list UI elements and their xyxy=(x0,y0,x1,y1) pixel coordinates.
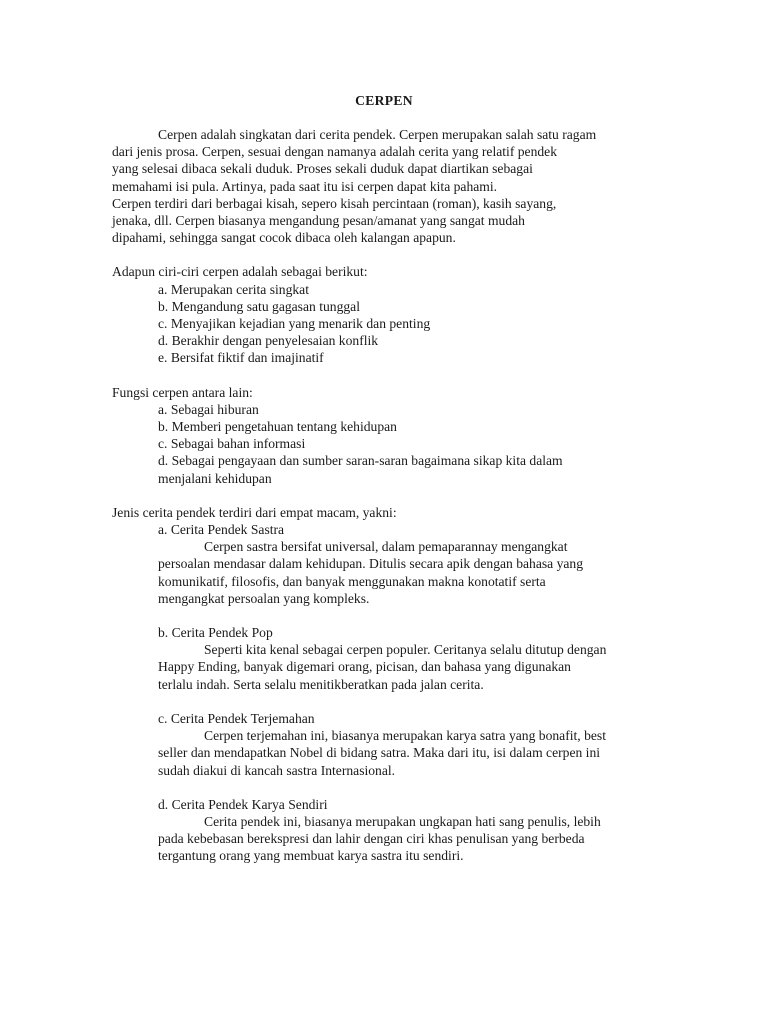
fungsi-heading: Fungsi cerpen antara lain: xyxy=(112,384,253,400)
jenis-type-sastra xyxy=(112,521,652,607)
paragraph-gap xyxy=(112,779,652,796)
intro-paragraph xyxy=(112,126,652,246)
intro-line: dari jenis prosa. Cerpen, sesuai dengan namanya adalah cerita yang relatif pendek xyxy=(112,144,558,160)
jenis-type-line: seller dan mendapatkan Nobel di bidang satra. Maka dari itu, isi dalam cerpen ini xyxy=(158,745,601,761)
jenis-type-label: c. Cerita Pendek Terjemahan xyxy=(158,710,315,726)
page-title: CERPEN xyxy=(355,93,413,108)
fungsi-item: a. Sebagai hiburan xyxy=(158,401,259,417)
ciri-item: b. Mengandung satu gagasan tunggal xyxy=(158,298,360,314)
paragraph-gap xyxy=(112,367,652,384)
fungsi-section xyxy=(112,384,652,487)
fungsi-item: c. Sebagai bahan informasi xyxy=(158,436,306,452)
fungsi-item-continued: menjalani kehidupan xyxy=(158,470,272,486)
ciri-item: d. Berakhir dengan penyelesaian konflik xyxy=(158,333,379,349)
paragraph-gap xyxy=(112,693,652,710)
fungsi-item: b. Memberi pengetahuan tentang kehidupan xyxy=(158,419,397,435)
jenis-type-line: Cerpen sastra bersifat universal, dalam pemaparannay mengangkat xyxy=(204,539,568,555)
intro-line: Cerpen adalah singkatan dari cerita pendek. Cerpen merupakan salah satu ragam xyxy=(158,127,597,142)
jenis-type-karya-sendiri xyxy=(112,796,652,865)
jenis-heading: Jenis cerita pendek terdiri dari empat macam, yakni: xyxy=(112,504,397,520)
jenis-type-line: Cerita pendek ini, biasanya merupakan ungkapan hati sang penulis, lebih xyxy=(204,813,601,829)
ciri-item: e. Bersifat fiktif dan imajinatif xyxy=(158,350,324,366)
jenis-type-line: komunikatif, filosofis, dan banyak menggunakan makna konotatif serta xyxy=(158,573,546,589)
jenis-type-terjemahan xyxy=(112,710,652,779)
paragraph-gap xyxy=(112,607,652,624)
ciri-section xyxy=(112,263,652,366)
jenis-type-line: tergantung orang yang membuat karya sastra itu sendiri. xyxy=(158,848,464,864)
intro-line: Cerpen terdiri dari berbagai kisah, sepero kisah percintaan (roman), kasih sayang, xyxy=(112,195,557,211)
ciri-heading: Adapun ciri-ciri cerpen adalah sebagai berikut: xyxy=(112,264,368,280)
jenis-section xyxy=(112,504,652,865)
ciri-item: c. Menyajikan kejadian yang menarik dan penting xyxy=(158,316,431,332)
jenis-type-line: Happy Ending, banyak digemari orang, picisan, dan bahasa yang digunakan xyxy=(158,659,571,675)
jenis-type-line: persoalan mendasar dalam kehidupan. Ditulis secara apik dengan bahasa yang xyxy=(158,556,584,572)
jenis-type-pop xyxy=(112,624,652,693)
paragraph-gap xyxy=(112,487,652,504)
ciri-item: a. Merupakan cerita singkat xyxy=(158,281,309,297)
jenis-type-line: Seperti kita kenal sebagai cerpen populer. Ceritanya selalu ditutup dengan xyxy=(204,642,607,658)
jenis-type-line: mengangkat persoalan yang kompleks. xyxy=(158,590,370,606)
intro-line: memahami isi pula. Artinya, pada saat itu isi cerpen dapat kita pahami. xyxy=(112,178,498,194)
intro-line: dipahami, sehingga sangat cocok dibaca oleh kalangan apapun. xyxy=(112,230,456,246)
jenis-type-line: sudah diakui di kancah sastra Internasional. xyxy=(158,762,396,778)
jenis-type-line: pada kebebasan berekspresi dan lahir dengan ciri khas penulisan yang berbeda xyxy=(158,831,585,847)
jenis-type-label: b. Cerita Pendek Pop xyxy=(158,625,273,641)
fungsi-item: d. Sebagai pengayaan dan sumber saran-saran bagaimana sikap kita dalam xyxy=(158,453,563,469)
jenis-type-label: a. Cerita Pendek Sastra xyxy=(158,522,285,538)
jenis-type-line: terlalu indah. Serta selalu menitikberatkan pada jalan cerita. xyxy=(158,676,484,692)
paragraph-gap xyxy=(112,246,652,263)
intro-line: jenaka, dll. Cerpen biasanya mengandung pesan/amanat yang sangat mudah xyxy=(112,213,525,229)
jenis-type-line: Cerpen terjemahan ini, biasanya merupakan karya satra yang bonafit, best xyxy=(204,728,606,744)
document-body xyxy=(112,126,652,865)
jenis-type-label: d. Cerita Pendek Karya Sendiri xyxy=(158,796,328,812)
intro-line: yang selesai dibaca sekali duduk. Proses sekali duduk dapat diartikan sebagai xyxy=(112,161,533,177)
